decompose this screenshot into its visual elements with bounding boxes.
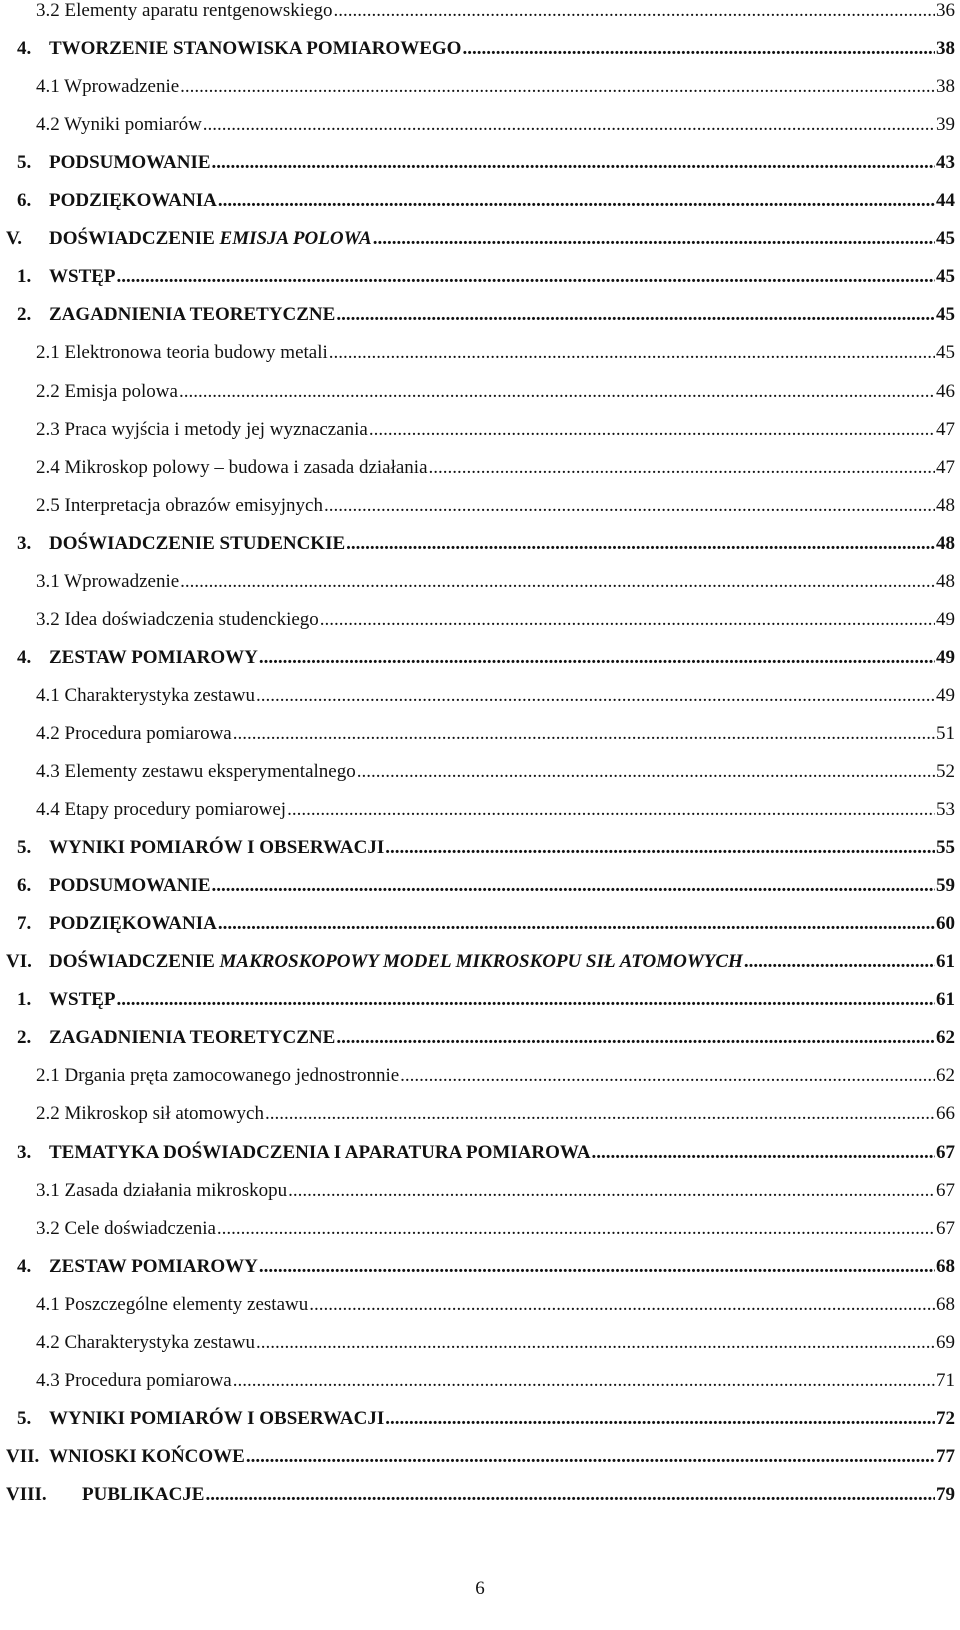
toc-leader-dots [324, 495, 935, 517]
toc-entry-number: 6. [17, 875, 32, 897]
toc-leader-dots [288, 1180, 935, 1202]
toc-entry-page: 59 [936, 875, 955, 897]
toc-entry-title-text: WYNIKI POMIARÓW I OBSERWACJI [49, 1407, 385, 1429]
toc-entry-page: 62 [936, 1065, 955, 1087]
toc-leader-dots [117, 266, 935, 288]
toc-entry-title-text: 4.3 Elementy zestawu eksperymentalnego [36, 761, 356, 782]
toc-entry-title-text: DOŚWIADCZENIE STUDENCKIE [49, 532, 346, 554]
toc-entry-title-text: ZESTAW POMIAROWY [49, 646, 258, 668]
toc-entry[interactable] [17, 296, 955, 326]
toc-leader-dots [309, 1294, 935, 1316]
toc-entry-title [49, 190, 218, 212]
toc-entry-number: 1. [17, 266, 32, 288]
toc-entry[interactable] [17, 258, 955, 288]
toc-entry-title-text: PODZIĘKOWANIA [49, 913, 217, 935]
toc-entry-title-emphasis: EMISJA POLOWA [219, 228, 372, 250]
toc-leader-dots [233, 1370, 935, 1392]
toc-entry[interactable] [17, 639, 955, 669]
toc-entry-number: 4. [17, 38, 32, 60]
toc-entry-title-text: WYNIKI POMIARÓW I OBSERWACJI [49, 837, 385, 859]
toc-entry-title-text: 3.2 Elementy aparatu rentgenowskiego [36, 0, 333, 21]
toc-entry-number: 2. [17, 1027, 32, 1049]
toc-entry-title [36, 114, 203, 136]
toc-leader-dots [205, 1484, 935, 1506]
toc-entry[interactable] [36, 1172, 955, 1202]
toc-entry-title [49, 1027, 336, 1049]
toc-leader-dots [287, 799, 935, 821]
toc-leader-dots [373, 228, 935, 250]
toc-entry-title [49, 1142, 592, 1164]
toc-entry[interactable] [36, 0, 955, 22]
toc-entry-title [36, 381, 179, 403]
toc-entry-number: 3. [17, 1141, 32, 1163]
toc-leader-dots [357, 761, 935, 783]
toc-entry[interactable] [17, 30, 955, 60]
toc-entry-page: 69 [936, 1331, 955, 1353]
toc-entry[interactable] [36, 563, 955, 593]
toc-entry-page: 67 [936, 1179, 955, 1201]
toc-entry-title [82, 1484, 205, 1506]
toc-entry-title [36, 419, 369, 441]
toc-entry[interactable] [36, 411, 955, 441]
toc-entry-title-text: TEMATYKA DOŚWIADCZENIA I APARATURA POMIAROWA [49, 1141, 591, 1163]
toc-entry-title-text: PODSUMOWANIE [49, 875, 211, 897]
toc-entry-number: 7. [17, 913, 32, 935]
toc-entry-page: 48 [936, 570, 955, 592]
toc-entry[interactable] [36, 1362, 955, 1392]
toc-entry-page: 72 [936, 1407, 955, 1429]
toc-entry-title [36, 571, 180, 593]
toc-entry-page: 62 [936, 1027, 955, 1049]
toc-entry-title [36, 76, 180, 98]
toc-leader-dots [429, 457, 935, 479]
toc-entry-page: 47 [936, 418, 955, 440]
toc-entry-title-text: ZAGADNIENIA TEORETYCZNE [49, 304, 336, 326]
toc-leader-dots [256, 1332, 935, 1354]
toc-leader-dots [217, 1218, 935, 1240]
toc-entry-title [49, 152, 212, 174]
toc-entry-title-text: 4.1 Poszczególne elementy zestawu [36, 1293, 309, 1315]
toc-entry-page: 49 [936, 608, 955, 630]
toc-leader-dots [218, 190, 935, 212]
toc-entry-title-text: WNIOSKI KOŃCOWE [49, 1445, 245, 1467]
toc-entry-page: 45 [936, 266, 955, 288]
toc-entry-title [49, 989, 117, 1011]
toc-entry-title [36, 799, 287, 821]
toc-entry-page: 49 [936, 684, 955, 706]
toc-leader-dots [212, 875, 935, 897]
toc-entry-title [36, 685, 256, 707]
toc-leader-dots [462, 38, 935, 60]
toc-entry-title-text: 4.1 Wprowadzenie [36, 76, 180, 98]
toc-entry-title-text: 2.3 Praca wyjścia i metody jej wyznaczania [36, 418, 368, 440]
toc-entry-page: 46 [936, 380, 955, 402]
toc-entry-page: 43 [936, 152, 955, 174]
toc-entry-title [49, 1408, 385, 1430]
toc-entry-title [49, 266, 117, 288]
toc-entry[interactable] [17, 1248, 955, 1278]
toc-entry-title-text: DOŚWIADCZENIE [49, 228, 220, 250]
toc-entry-title-text: 4.2 Procedura pomiarowa [36, 722, 232, 744]
toc-entry-page: 48 [936, 532, 955, 554]
toc-entry[interactable] [17, 1400, 955, 1430]
toc-entry-title [36, 723, 233, 745]
toc-entry[interactable] [17, 905, 955, 935]
toc-leader-dots [246, 1446, 935, 1468]
toc-entry-title-text: 2.5 Interpretacja obrazów emisyjnych [36, 494, 323, 516]
toc-entry-number: 4. [17, 1255, 32, 1277]
toc-entry-title [49, 913, 218, 935]
toc-entry-page: 45 [936, 304, 955, 326]
toc-entry-page: 71 [936, 1369, 955, 1391]
toc-entry-page: 49 [936, 646, 955, 668]
toc-entry-page: 79 [936, 1483, 955, 1505]
toc-leader-dots [212, 152, 935, 174]
toc-entry[interactable] [6, 220, 955, 250]
toc-entry-title-text: TWORZENIE STANOWISKA POMIAROWEGO [49, 38, 462, 60]
toc-entry-title [36, 1065, 400, 1087]
toc-entry-number: 6. [17, 190, 32, 212]
toc-entry-number: 5. [17, 837, 32, 859]
toc-leader-dots [218, 913, 935, 935]
toc-leader-dots [259, 1256, 935, 1278]
toc-entry[interactable] [17, 867, 955, 897]
toc-entry-page: 68 [936, 1293, 955, 1315]
toc-leader-dots [346, 533, 935, 555]
toc-entry[interactable] [6, 943, 955, 973]
toc-entry-number: 2. [17, 304, 32, 326]
toc-entry-title-text: 4.1 Charakterystyka zestawu [36, 684, 255, 706]
toc-entry[interactable] [36, 68, 955, 98]
toc-leader-dots [259, 647, 935, 669]
toc-entry[interactable] [17, 144, 955, 174]
toc-entry-title [49, 533, 346, 555]
toc-entry-title-text: 3.1 Wprowadzenie [36, 570, 180, 592]
toc-entry-title-text: 2.2 Mikroskop sił atomowych [36, 1103, 264, 1125]
toc-entry-number: V. [6, 228, 23, 250]
toc-entry-page: 55 [936, 837, 955, 859]
toc-entry-title-text: 4.2 Charakterystyka zestawu [36, 1331, 255, 1353]
toc-entry[interactable] [36, 373, 955, 403]
toc-leader-dots [256, 685, 935, 707]
toc-entry-page: 51 [936, 722, 955, 744]
toc-entry[interactable] [17, 1134, 955, 1164]
toc-entry-page: 68 [936, 1255, 955, 1277]
toc-entry-number: 5. [17, 152, 32, 174]
toc-entry[interactable] [36, 1210, 955, 1240]
toc-entry-title [36, 0, 334, 22]
toc-entry[interactable] [36, 677, 955, 707]
toc-entry-page: 52 [936, 761, 955, 782]
toc-entry-title [36, 1218, 217, 1240]
toc-entry-number: 3. [17, 532, 32, 554]
toc-entry-number: VII. [6, 1445, 40, 1467]
toc-entry-title [49, 1256, 259, 1278]
toc-leader-dots [369, 419, 935, 441]
toc-entry-title-text: 4.4 Etapy procedury pomiarowej [36, 799, 287, 821]
toc-leader-dots [385, 837, 935, 859]
toc-entry-title [36, 457, 429, 479]
toc-leader-dots [117, 989, 935, 1011]
toc-entry-title-text: ZAGADNIENIA TEORETYCZNE [49, 1027, 336, 1049]
toc-entry-title-text: 3.1 Zasada działania mikroskopu [36, 1179, 288, 1201]
toc-entry-page: 45 [936, 342, 955, 364]
toc-entry-title [49, 38, 462, 60]
toc-entry[interactable] [36, 487, 955, 517]
toc-entry-title [49, 837, 385, 859]
toc-entry-number: 4. [17, 646, 32, 668]
toc-leader-dots [400, 1065, 935, 1087]
toc-leader-dots [180, 76, 935, 98]
toc-entry-page: 61 [936, 989, 955, 1011]
toc-entry-title-text: 2.2 Emisja polowa [36, 380, 178, 402]
toc-entry-page: 38 [936, 38, 955, 60]
toc-entry-page: 67 [936, 1217, 955, 1239]
toc-entry-title [49, 304, 336, 326]
toc-entry-number: 1. [17, 989, 32, 1011]
toc-entry-title-text: PUBLIKACJE [82, 1483, 205, 1505]
toc-entry-title [36, 1180, 288, 1202]
toc-entry-title [49, 951, 744, 973]
toc-entry[interactable] [36, 1286, 955, 1316]
toc-leader-dots [336, 304, 935, 326]
toc-entry[interactable] [17, 829, 955, 859]
toc-leader-dots [744, 951, 935, 973]
toc-entry-page: 48 [936, 494, 955, 516]
toc-leader-dots [265, 1103, 935, 1125]
toc-entry-number: 5. [17, 1407, 32, 1429]
toc-entry-page: 66 [936, 1103, 955, 1125]
toc-entry[interactable] [36, 334, 955, 364]
toc-leader-dots [203, 114, 935, 136]
toc-leader-dots [179, 381, 935, 403]
toc-leader-dots [233, 723, 935, 745]
toc-entry-title [36, 495, 324, 517]
toc-entry[interactable] [36, 449, 955, 479]
toc-entry-page: 67 [936, 1141, 955, 1163]
toc-entry-title-text: WSTĘP [49, 989, 116, 1011]
toc-entry-number: VIII. [6, 1483, 47, 1505]
toc-entry-title-text: ZESTAW POMIAROWY [49, 1255, 258, 1277]
toc-entry-page: 53 [936, 799, 955, 821]
toc-entry-title-text: 3.2 Cele doświadczenia [36, 1217, 216, 1239]
toc-entry-title-emphasis: MAKROSKOPOWY MODEL MIKROSKOPU SIŁ ATOMOWYCH [219, 951, 743, 973]
toc-entry-title [49, 1446, 246, 1468]
toc-entry[interactable] [6, 1476, 955, 1506]
toc-entry-title [49, 228, 373, 250]
toc-entry-page: 45 [936, 228, 955, 250]
toc-leader-dots [334, 0, 935, 22]
toc-entry[interactable] [36, 753, 955, 783]
toc-entry[interactable] [17, 182, 955, 212]
toc-entry-page: 60 [936, 913, 955, 935]
toc-leader-dots [329, 342, 935, 364]
toc-entry-number: VI. [6, 951, 32, 973]
toc-entry-title [36, 761, 357, 783]
toc-entry-page: 44 [936, 190, 955, 212]
toc-entry-title-text: 3.2 Idea doświadczenia studenckiego [36, 608, 319, 630]
toc-entry-page: 61 [936, 951, 955, 973]
toc-entry-title [36, 342, 329, 364]
toc-entry-page: 36 [936, 0, 955, 21]
toc-entry-title [49, 647, 259, 669]
toc-entry[interactable] [6, 1438, 955, 1468]
toc-entry-page: 39 [936, 114, 955, 136]
toc-entry[interactable] [36, 106, 955, 136]
toc-entry-page: 38 [936, 76, 955, 98]
page-number: 6 [475, 1578, 485, 1599]
toc-entry-title-text: WSTĘP [49, 266, 116, 288]
toc-entry[interactable] [36, 601, 955, 631]
toc-entry-title [36, 609, 320, 631]
toc-leader-dots [385, 1408, 935, 1430]
toc-entry-title [36, 1370, 233, 1392]
toc-entry-title-text: PODSUMOWANIE [49, 152, 211, 174]
toc-entry[interactable] [36, 791, 955, 821]
toc-entry-title-text: 2.4 Mikroskop polowy – budowa i zasada działania [36, 456, 428, 478]
toc-entry-title-text: 2.1 Elektronowa teoria budowy metali [36, 342, 328, 364]
toc-entry-title-text: 4.2 Wyniki pomiarów [36, 114, 202, 136]
toc-entry-title [36, 1294, 309, 1316]
toc-entry-title [36, 1332, 256, 1354]
toc-leader-dots [592, 1142, 935, 1164]
toc-leader-dots [180, 571, 935, 593]
toc-entry[interactable] [36, 1057, 955, 1087]
toc-entry[interactable] [17, 981, 955, 1011]
toc-entry[interactable] [36, 1324, 955, 1354]
toc-entry-title-text: PODZIĘKOWANIA [49, 190, 217, 212]
toc-entry[interactable] [36, 1095, 955, 1125]
toc-entry-title [49, 875, 212, 897]
toc-entry-title-text: DOŚWIADCZENIE [49, 951, 220, 973]
toc-entry-title-text: 2.1 Drgania pręta zamocowanego jednostronnie [36, 1065, 400, 1087]
toc-leader-dots [320, 609, 935, 631]
toc-entry[interactable] [17, 525, 955, 555]
toc-entry-title [36, 1103, 265, 1125]
toc-entry-title-text: 4.3 Procedura pomiarowa [36, 1369, 232, 1391]
toc-entry[interactable] [17, 1019, 955, 1049]
toc-entry-page: 77 [936, 1445, 955, 1467]
toc-leader-dots [336, 1027, 935, 1049]
toc-entry-page: 47 [936, 456, 955, 478]
toc-entry[interactable] [36, 715, 955, 745]
